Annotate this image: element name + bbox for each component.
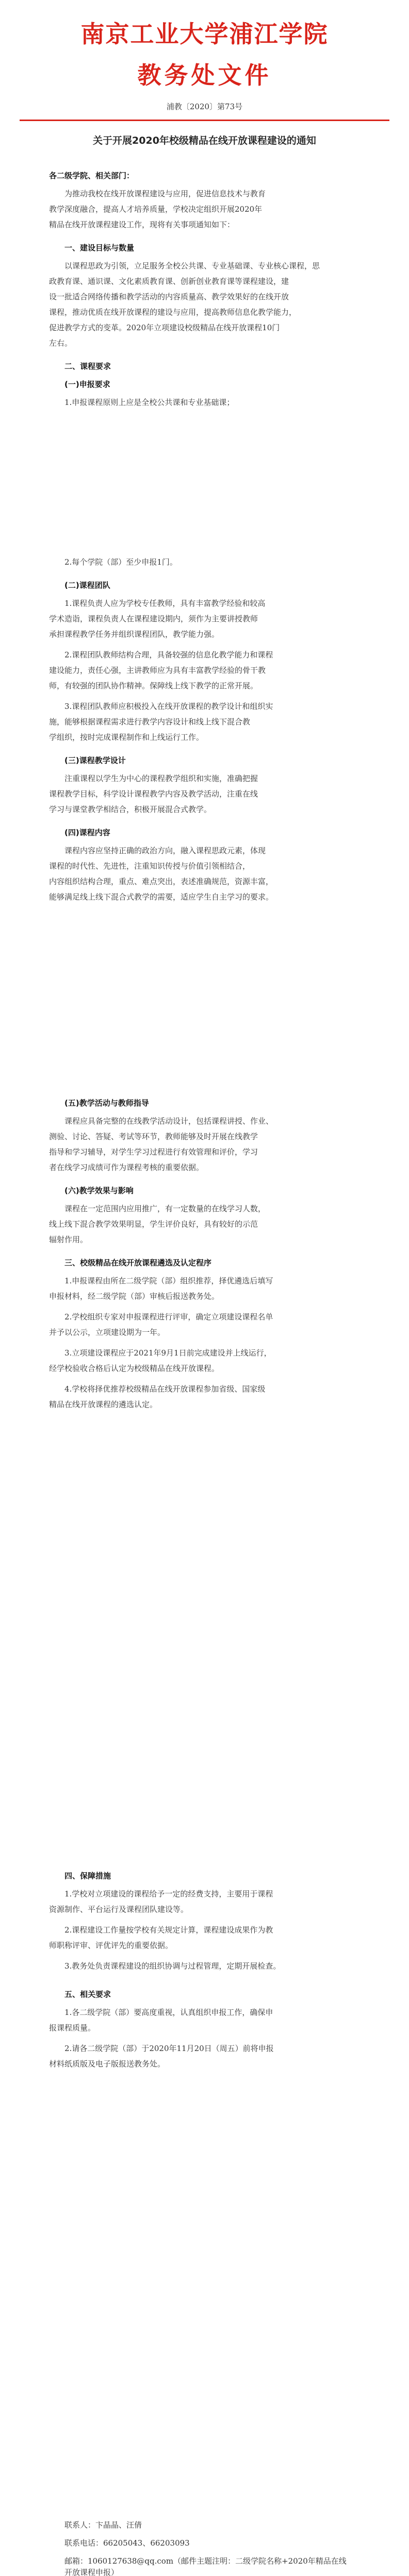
- section-heading: 一、建设目标与数量: [64, 243, 135, 252]
- section-body-line: 课程内容应坚持正确的政治方向，融入课程思政元素，体现: [64, 846, 266, 855]
- subsection-heading: (六)教学效果与影响: [64, 1186, 134, 1195]
- salutation: 各二级学院、相关部门：: [49, 171, 135, 180]
- section-body-line: 以课程思政为引领，立足服务全校公共课、专业基础课、专业核心课程，思: [64, 261, 320, 270]
- list-item: 1.课程负责人应为学校专任教师，具有丰富教学经验和较高: [64, 599, 266, 608]
- document-number: 浦教〔2020〕第73号: [166, 102, 243, 111]
- notice-title: 关于开展2020年校级精品在线开放课程建设的通知: [93, 135, 316, 146]
- section-body-line: 课程，推动优质在线开放课程的建设与应用，提高教师信息化教学能力，: [49, 308, 297, 317]
- contact-phone: 联系电话：66205043、66203093: [64, 2538, 190, 2548]
- list-item: 3.课程团队教师应积极投入在线开放课程的教学设计和组织实: [64, 702, 273, 711]
- list-item: 学组织，按时完成课程制作和上线运行工作。: [49, 733, 204, 742]
- list-item: 1.申报课程由所在二级学院（部）组织推荐，择优遴选后填写: [64, 1276, 273, 1285]
- section-heading: 三、校级精品在线开放课程遴选及认定程序: [64, 1258, 212, 1267]
- section-body-line: 内容组织结构合理，重点、难点突出，表述准确规范，资源丰富，: [49, 877, 274, 886]
- list-item: 建设能力，责任心强，主讲教师应为具有丰富教学经验的骨干教: [49, 666, 266, 675]
- section-body-line: 2.请各二级学院（部）于2020年11月20日（周五）前将申报: [64, 2044, 274, 2053]
- list-item: 承担课程教学任务并组织课程团队，教学能力强。: [49, 630, 220, 639]
- section-body-line: 线上线下混合教学效果明显，学生评价良好，具有较好的示范: [49, 1219, 258, 1229]
- contact-people: 联系人：卞晶晶、汪倩: [64, 2520, 142, 2530]
- list-item: 1.申报课程原则上应是全校公共课和专业基础课；: [64, 398, 235, 407]
- list-item: 2.学校组织专家对申报课程进行评审，确定立项建设课程名单: [64, 1312, 273, 1321]
- header-red-rule: [20, 120, 389, 121]
- section-body-line: 课程教学目标，科学设计课程教学内容及教学活动，注重在线: [49, 789, 258, 799]
- subsection-heading: (五)教学活动与教师指导: [64, 1098, 149, 1108]
- section-body-line: 材料纸质版及电子版报送教务处。: [49, 2059, 166, 2069]
- list-item: 2.课程团队教师结构合理，具备较强的信息化教学能力和课程: [64, 650, 273, 659]
- section-body-line: 1.各二级学院（部）要高度重视，认真组织申报工作，确保申: [64, 2008, 273, 2017]
- subsection-heading: (三)课程教学设计: [64, 756, 126, 765]
- list-item: 施，能够根据课程需求进行教学内容设计和线上线下混合教: [49, 717, 251, 726]
- list-item: 学术造诣，课程负责人在课程建设期内，须作为主要讲授教师: [49, 614, 258, 623]
- intro-line: 为推动我校在线开放课程建设与应用，促进信息技术与教育: [64, 189, 266, 198]
- list-item: 3.立项建设课程应于2021年9月1日前完成建设并上线运行，: [64, 1348, 272, 1358]
- section-heading: 二、课程要求: [64, 362, 111, 371]
- section-body-line: 政教育课、通识课、文化素质教育课、创新创业教育课等课程建设，建: [49, 277, 289, 286]
- section-heading: 四、保障措施: [64, 1871, 111, 1880]
- list-item: 并予以公示，立项建设期为一年。: [49, 1328, 166, 1337]
- section-body-line: 注重课程以学生为中心的课程教学组织和实施，准确把握: [64, 774, 258, 783]
- subsection-heading: (一)申报要求: [64, 380, 110, 389]
- section-body-line: 3.教务处负责课程建设的组织协调与过程管理，定期开展检查。: [64, 1961, 281, 1971]
- section-body-line: 师职称评审、评优评先的重要依据。: [49, 1941, 173, 1950]
- list-item: 4.学校将择优推荐校级精品在线开放课程参加省级、国家级: [64, 1384, 266, 1394]
- header-office: 教务处文件: [137, 61, 272, 89]
- list-item: 经学校验收合格后认定为校级精品在线开放课程。: [49, 1364, 220, 1373]
- section-body-line: 课程的时代性、先进性，注重知识传授与价值引领相结合，: [49, 861, 251, 871]
- subsection-heading: (四)课程内容: [64, 828, 110, 837]
- section-body-line: 设一批适合网络传播和教学活动的内容质量高、教学效果好的在线开放: [49, 292, 289, 301]
- section-body-line: 课程在一定范围内应用推广，有一定数量的在线学习人数，: [64, 1204, 266, 1213]
- section-body-line: 1.学校对立项建设的课程给予一定的经费支持，主要用于课程: [64, 1889, 273, 1899]
- section-body-line: 测验、讨论、答疑、考试等环节，教师能够及时开展在线教学: [49, 1132, 258, 1141]
- section-heading: 五、相关要求: [64, 1990, 111, 1999]
- section-body-line: 促进教学方式的变革。2020年立项建设校级精品在线开放课程10门: [49, 323, 280, 332]
- list-item: 精品在线开放课程的遴选认定。: [49, 1400, 158, 1409]
- section-body-line: 辐射作用。: [49, 1235, 88, 1244]
- section-body-line: 能够满足线上线下混合式教学的需要，适应学生自主学习的要求。: [49, 892, 274, 902]
- intro-line: 精品在线开放课程建设工作，现将有关事项通知如下：: [49, 220, 235, 229]
- section-body-line: 2.课程建设工作量按学校有关规定计算，课程建设成果作为教: [64, 1925, 273, 1935]
- contact-email: 邮箱：1060127638@qq.com（邮件主题注明：二级学院名称+2020年精品在线开放课程申报）: [64, 2556, 347, 2576]
- section-body-line: 左右。: [49, 338, 73, 348]
- section-body-line: 指导和学习辅导，对学生学习过程进行有效管理和评价，学习: [49, 1147, 258, 1157]
- intro-line: 教学深度融合，提高人才培养质量，学校决定组织开展2020年: [49, 205, 263, 214]
- list-item: 申报材料，经二级学院（部）审核后报送教务处。: [49, 1292, 220, 1301]
- header-institution: 南京工业大学浦江学院: [80, 20, 329, 48]
- list-item: 师，有较强的团队协作精神。保障线上线下教学的正常开展。: [49, 681, 258, 690]
- section-body-line: 课程应具备完整的在线教学活动设计，包括课程讲授、作业、: [64, 1116, 274, 1126]
- section-body-line: 资源制作、平台运行及课程团队建设等。: [49, 1905, 189, 1914]
- list-item: 2.每个学院（部）至少申报1门。: [64, 557, 177, 567]
- section-body-line: 学习与课堂教学相结合，积极开展混合式教学。: [49, 805, 212, 814]
- section-body-line: 者在线学习成绩可作为课程考核的重要依据。: [49, 1163, 204, 1172]
- section-body-line: 报课程质量。: [49, 2023, 96, 2032]
- subsection-heading: (二)课程团队: [64, 581, 110, 590]
